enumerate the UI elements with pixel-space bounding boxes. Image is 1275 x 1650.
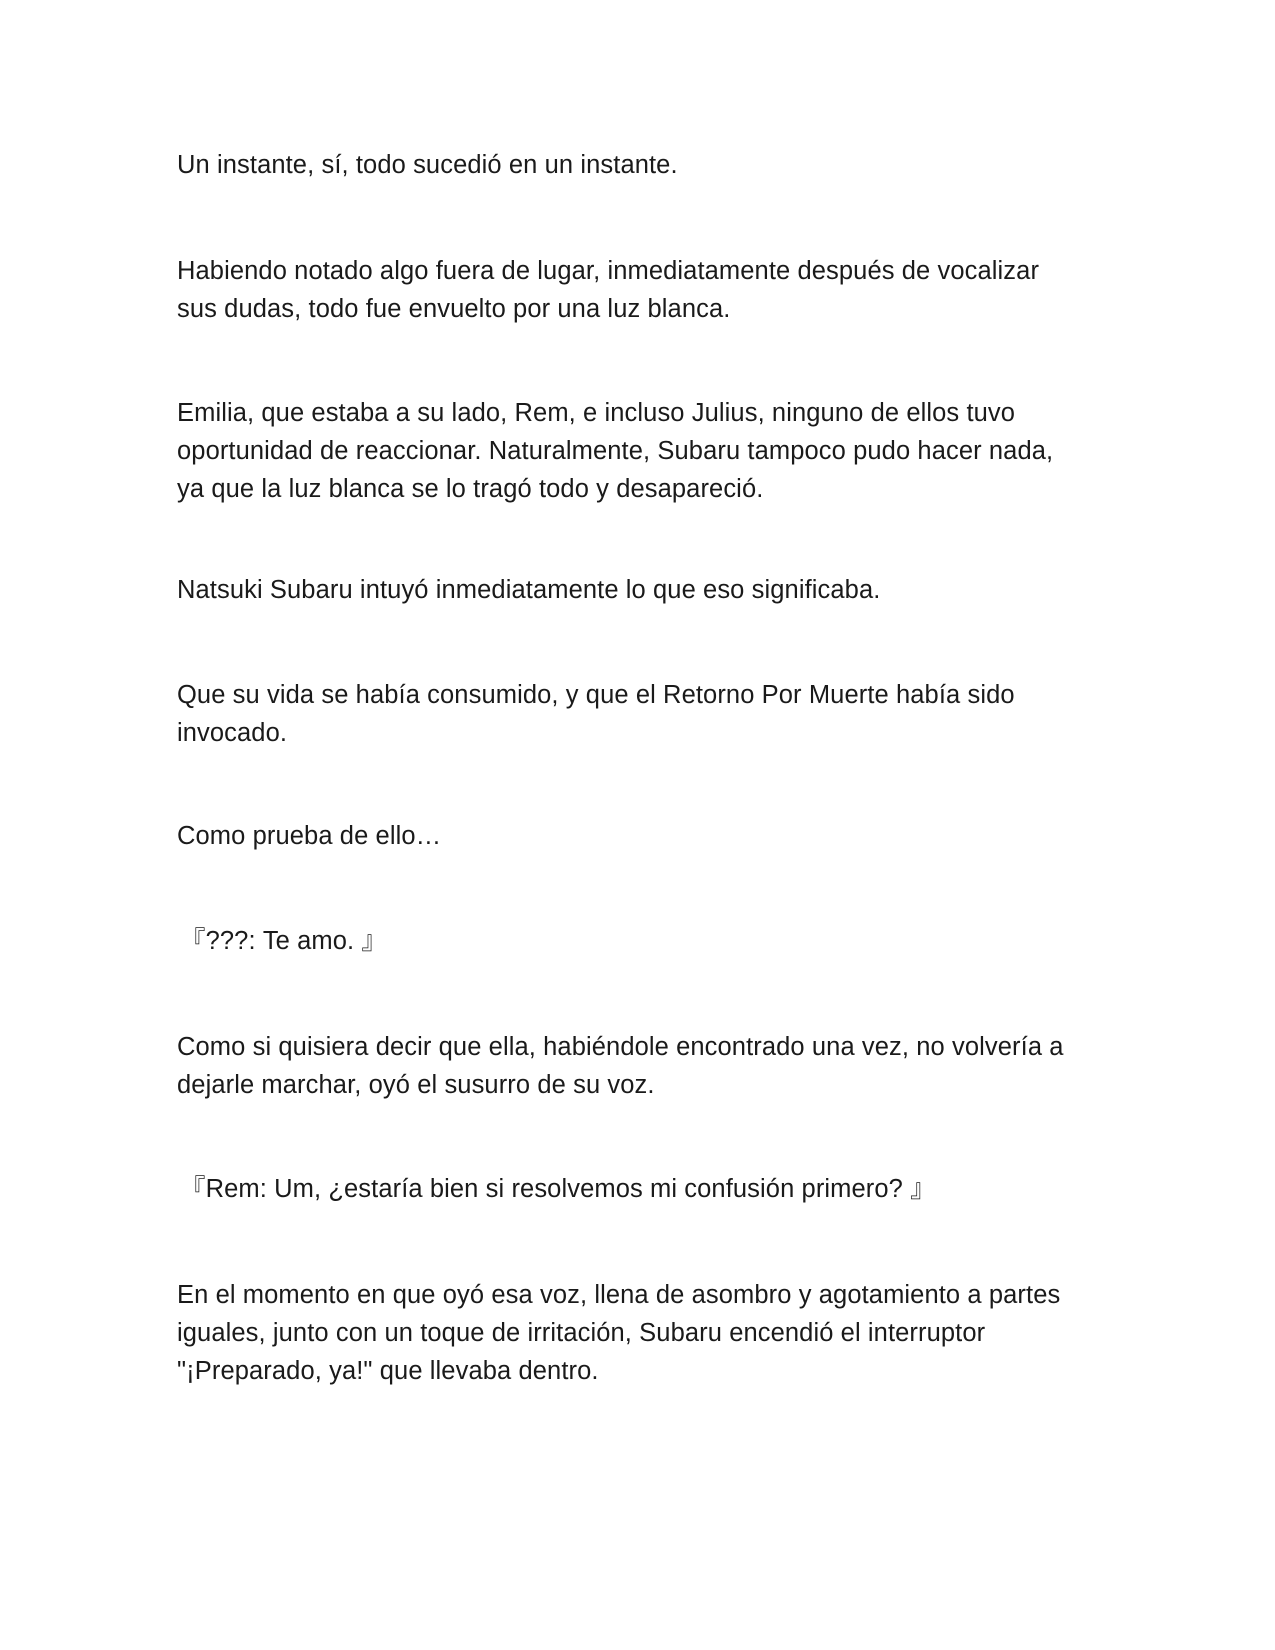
text-line: Que su vida se había consumido, y que el Retorno Por Muerte había sido <box>177 681 1015 709</box>
text-line: dejarle marchar, oyó el susurro de su voz. <box>177 1071 655 1099</box>
dialogue-quote-2 <box>180 1170 1100 1208</box>
text-line: Emilia, que estaba a su lado, Rem, e incluso Julius, ninguno de ellos tuvo <box>177 399 1016 427</box>
text-line: sus dudas, todo fue envuelto por una luz blanca. <box>177 295 731 323</box>
paragraph-8 <box>177 1028 1097 1104</box>
dialogue-quote-1 <box>180 922 1100 960</box>
text-line: Como prueba de ello… <box>177 822 442 850</box>
text-line: "¡Preparado, ya!" que llevaba dentro. <box>177 1357 599 1385</box>
text-line: ya que la luz blanca se lo tragó todo y desapareció. <box>177 475 764 503</box>
text-line: Natsuki Subaru intuyó inmediatamente lo que eso significaba. <box>177 576 881 604</box>
paragraph-2 <box>177 252 1097 328</box>
text-line: Habiendo notado algo fuera de lugar, inmediatamente después de vocalizar <box>177 257 1040 285</box>
text-line: oportunidad de reaccionar. Naturalmente, Subaru tampoco pudo hacer nada, <box>177 437 1054 465</box>
paragraph-5 <box>177 676 1097 752</box>
paragraph-3 <box>177 394 1097 508</box>
paragraph-4 <box>177 571 1097 609</box>
text-line: 『???: Te amo. 』 <box>180 927 388 955</box>
text-line: 『Rem: Um, ¿estaría bien si resolvemos mi confusión primero? 』 <box>180 1175 936 1203</box>
paragraph-10 <box>177 1276 1097 1390</box>
text-line: invocado. <box>177 719 288 747</box>
text-line: Un instante, sí, todo sucedió en un instante. <box>177 151 678 179</box>
text-line: Como si quisiera decir que ella, habiéndole encontrado una vez, no volvería a <box>177 1033 1064 1061</box>
text-line: iguales, junto con un toque de irritación, Subaru encendió el interruptor <box>177 1319 986 1347</box>
paragraph-1 <box>177 146 1097 184</box>
text-line: En el momento en que oyó esa voz, llena de asombro y agotamiento a partes <box>177 1281 1061 1309</box>
paragraph-6 <box>177 817 1097 855</box>
